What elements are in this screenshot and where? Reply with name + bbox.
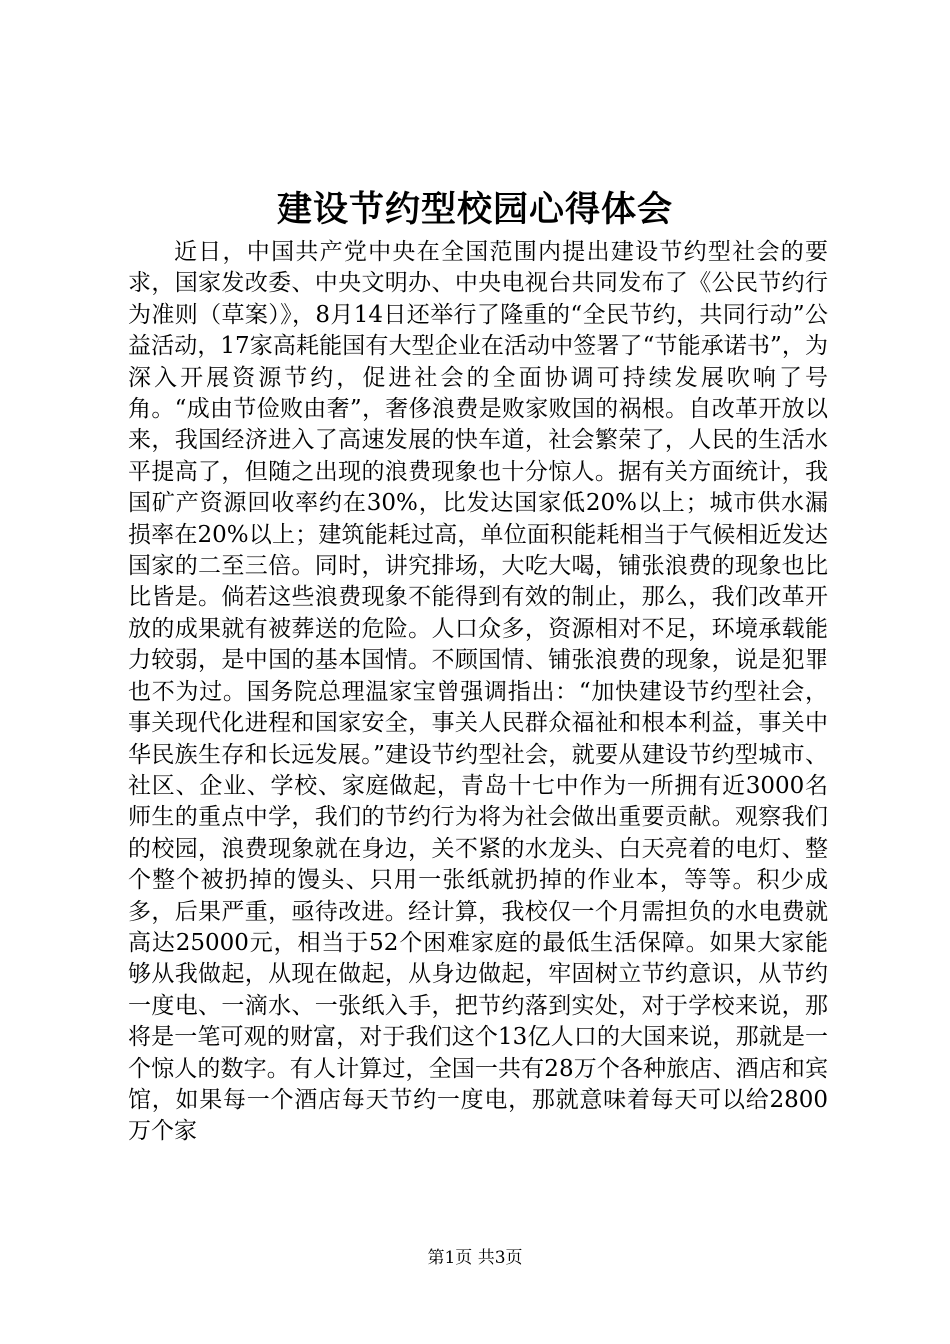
body-paragraph: 近日，中国共产党中央在全国范围内提出建设节约型社会的要求，国家发改委、中央文明办、中央电视台共同发布了《公民节约行为准则（草案）》，8月14日还举行了隆重的“全民节约，共同行动”公益活动，17家高耗能国有大型企业在活动中签署了“节能承诺书”，为深入开展资源节约，促进社会的全面协调可持续发展吹响了号角。“成由节俭败由奢”，奢侈浪费是败家败国的祸根。自改革开放以来，我国经济进入了高速发展的快车道，社会繁荣了，人民的生活水平提高了，但随之出现的浪费现象也十分惊人。据有关方面统计，我国矿产资源回收率约在30%，比发达国家低20%以上；城市供水漏损率在20%以上；建筑能耗过高，单位面积能耗相当于气候相近发达国家的二至三倍。同时，讲究排场，大吃大喝，铺张浪费的现象也比比皆是。倘若这些浪费现象不能得到有效的制止，那么，我们改革开放的成果就有被葬送的危险。人口众多，资源相对不足，环境承载能力较弱，是中国的基本国情。不顾国情、铺张浪费的现象，说是犯罪也不为过。国务院总理温家宝曾强调指出：“加快建设节约型社会，事关现代化进程和国家安全，事关人民群众福祉和根本利益，事关中华民族生存和长远发展。”建设节约型社会，就要从建设节约型城市、社区、企业、学校、家庭做起，青岛十七中作为一所拥有近3000名师生的重点中学，我们的节约行为将为社会做出重要贡献。观察我们的校园，浪费现象就在身边，关不紧的水龙头、白天亮着的电灯、整个整个被扔掉的馒头、只用一张纸就扔掉的作业本，等等。积少成多，后果严重，亟待改进。经计算，我校仅一个月需担负的水电费就高达25000元，相当于52个困难家庭的最低生活保障。如果大家能够从我做起，从现在做起，从身边做起，牢固树立节约意识，从节约一度电、一滴水、一张纸入手，把节约落到实处，对于学校来说，那将是一笔可观的财富，对于我们这个13亿人口的大国来说，那就是一个惊人的数字。有人计算过，全国一共有28万个各种旅店、酒店和宾馆，如果每一个酒店每天节约一度电，那就意味着每天可以给2800万个家 (128, 239, 828, 1145)
document-title: 建设节约型校园心得体会 (276, 189, 673, 230)
page-number-footer: 第1页 共3页 (427, 1248, 523, 1268)
